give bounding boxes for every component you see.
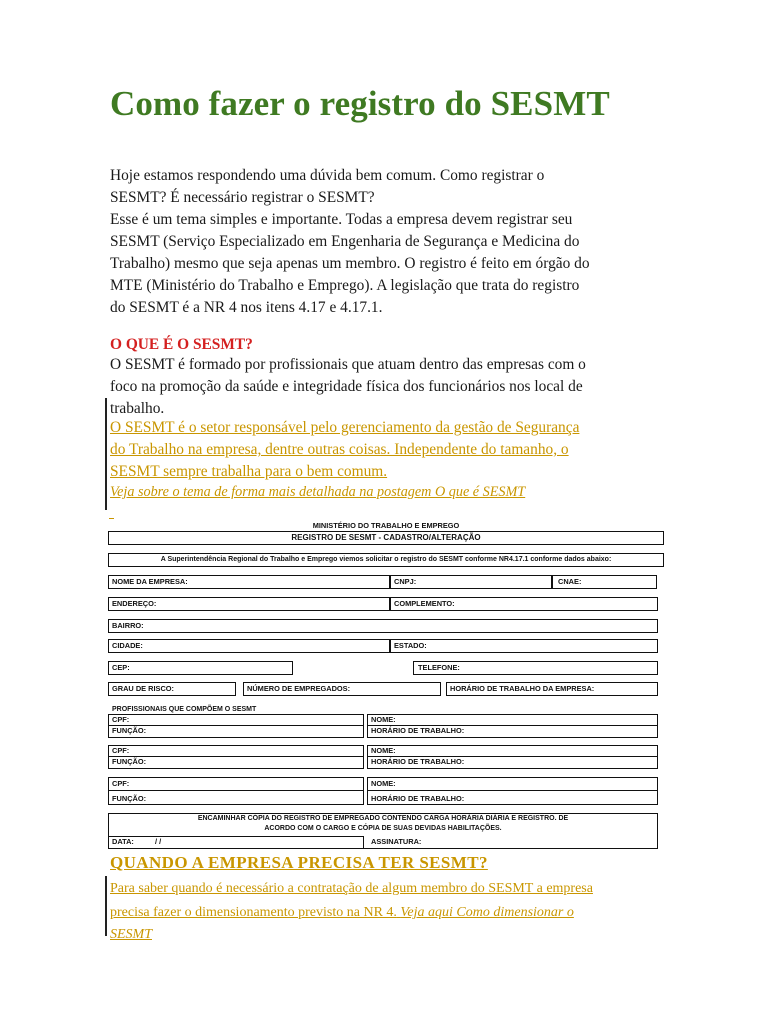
instructions-line-2: ACORDO COM O CARGO E CÓPIA DE SUAS DEVIDAS HABILITAÇÕES.: [264, 825, 502, 832]
label-neighborhood: BAIRRO:: [112, 621, 144, 630]
label-function: FUNÇÃO:: [112, 794, 147, 803]
section-heading-what-is: O QUE É O SESMT?: [110, 336, 253, 353]
label-cnae: CNAE:: [558, 577, 582, 586]
text-line: foco na promoção da saúde e integridade física dos funcionários nos local de: [110, 378, 583, 395]
label-name: NOME:: [371, 746, 396, 755]
label-name: NOME:: [371, 715, 396, 724]
link-line[interactable]: do Trabalho na empresa, dentre outras coisas. Independente do tamanho, o: [110, 441, 569, 458]
form-intro: A Superintendência Regional do Trabalho e Emprego viemos solicitar o registro do SESMT conforme NR4.17.1 conforme dados abaixo:: [160, 556, 612, 563]
label-professionals: PROFISSIONAIS QUE COMPÕEM O SESMT: [112, 706, 257, 713]
left-margin-bar: [105, 398, 107, 510]
text-line: do SESMT é a NR 4 nos itens 4.17 e 4.17.1.: [110, 299, 383, 316]
label-cpf: CPF:: [112, 746, 130, 755]
sesmt-role-link[interactable]: [110, 417, 579, 483]
city-field[interactable]: [108, 639, 390, 653]
label-work-hours: HORÁRIO DE TRABALHO:: [371, 794, 465, 803]
label-cpf: CPF:: [112, 715, 130, 724]
divider: [367, 714, 658, 726]
label-cep: CEP:: [112, 663, 130, 672]
label-risk-grade: GRAU DE RISCO:: [112, 684, 175, 693]
divider: [108, 714, 364, 726]
label-cnpj: CNPJ:: [394, 577, 417, 586]
page-title: Como fazer o registro do SESMT: [110, 84, 610, 123]
see-more-link[interactable]: [110, 481, 525, 503]
form-title: REGISTRO DE SESMT - CADASTRO/ALTERAÇÃO: [291, 533, 481, 542]
sesmt-registration-form: [108, 515, 664, 853]
link-text[interactable]: precisa fazer o dimensionamento previsto na NR 4.: [110, 905, 397, 920]
left-margin-bar-2: [105, 876, 107, 936]
label-name: NOME:: [371, 779, 396, 788]
form-ministry: MINISTÉRIO DO TRABALHO E EMPREGO: [312, 521, 460, 530]
label-function: FUNÇÃO:: [112, 726, 147, 735]
sizing-link[interactable]: Veja aqui Como dimensionar o: [400, 905, 574, 920]
label-function: FUNÇÃO:: [112, 757, 147, 766]
label-company: NOME DA EMPRESA:: [112, 577, 188, 586]
text-line: SESMT (Serviço Especializado em Engenharia de Segurança e Medicina do: [110, 233, 580, 250]
label-city: CIDADE:: [112, 641, 143, 650]
divider: [367, 745, 658, 757]
label-cpf: CPF:: [112, 779, 130, 788]
label-signature: ASSINATURA:: [371, 837, 422, 846]
text-line: MTE (Ministério do Trabalho e Emprego). A legislação que trata do registro: [110, 277, 580, 294]
instructions-line-1: ENCAMINHAR CÓPIA DO REGISTRO DE EMPREGADO CONTENDO CARGA HORÁRIA DIÁRIA E REGISTRO. DE: [197, 815, 569, 822]
sizing-link-end[interactable]: SESMT: [110, 927, 152, 942]
label-date: DATA:: [112, 837, 134, 846]
state-field[interactable]: [390, 639, 658, 653]
text-line: Trabalho) mesmo que seja apenas um membro. O registro é feito em órgão do: [110, 255, 590, 272]
text-line: trabalho.: [110, 400, 165, 417]
sizing-paragraph[interactable]: [110, 878, 593, 946]
date-field[interactable]: [108, 836, 364, 849]
link-line[interactable]: SESMT sempre trabalha para o bem comum.: [110, 463, 388, 480]
divider: [367, 777, 658, 791]
divider: [108, 745, 364, 757]
section-heading-when: QUANDO A EMPRESA PRECISA TER SESMT?: [110, 853, 488, 872]
what-is-paragraph: [110, 354, 670, 420]
date-separators: / /: [155, 837, 162, 846]
label-work-hours: HORÁRIO DE TRABALHO:: [371, 757, 465, 766]
neighborhood-field[interactable]: [108, 619, 658, 633]
text-line: SESMT? É necessário registrar o SESMT?: [110, 189, 375, 206]
text-line: Hoje estamos respondendo uma dúvida bem comum. Como registrar o: [110, 167, 545, 184]
label-company-hours: HORÁRIO DE TRABALHO DA EMPRESA:: [450, 684, 595, 693]
divider: [108, 777, 364, 791]
text-line: O SESMT é formado por profissionais que atuam dentro das empresas com o: [110, 356, 586, 373]
label-complement: COMPLEMENTO:: [394, 599, 455, 608]
link-line[interactable]: [110, 902, 593, 924]
label-work-hours: HORÁRIO DE TRABALHO:: [371, 726, 465, 735]
see-more-text[interactable]: Veja sobre o tema de forma mais detalhada na postagem O que é SESMT: [110, 484, 526, 500]
label-address: ENDEREÇO:: [112, 599, 157, 608]
cep-field[interactable]: [108, 661, 293, 675]
text-line: Esse é um tema simples e importante. Todas a empresa devem registrar seu: [110, 211, 573, 228]
label-state: ESTADO:: [394, 641, 427, 650]
link-line[interactable]: O SESMT é o setor responsável pelo gerenciamento da gestão de Segurança: [110, 419, 580, 436]
link-line[interactable]: Para saber quando é necessário a contratação de algum membro do SESMT a empresa: [110, 881, 593, 896]
intro-paragraph: [110, 165, 670, 319]
label-employee-count: NÚMERO DE EMPREGADOS:: [247, 684, 351, 693]
label-phone: TELEFONE:: [418, 663, 460, 672]
